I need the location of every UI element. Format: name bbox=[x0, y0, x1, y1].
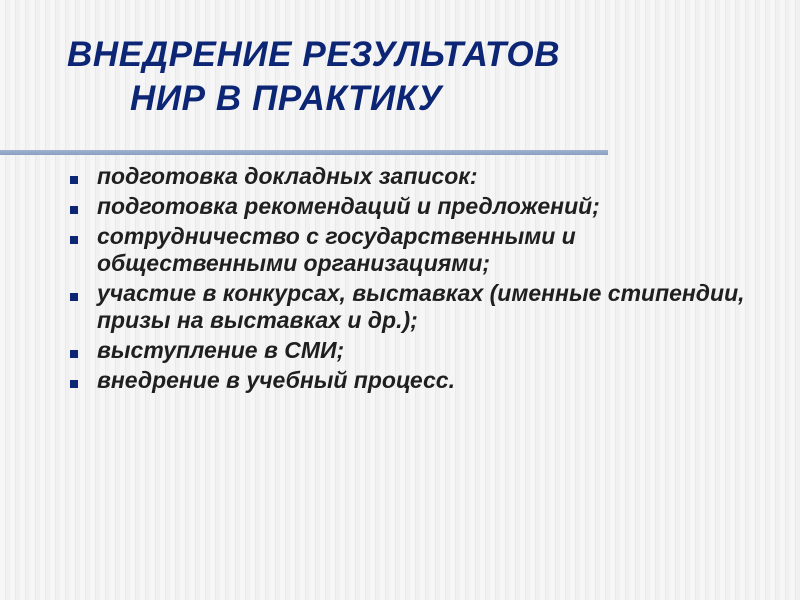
bullet-item bbox=[70, 367, 760, 394]
bullet-item bbox=[70, 193, 760, 220]
square-bullet-icon bbox=[70, 176, 78, 184]
bullet-text: внедрение в учебный процесс. bbox=[97, 367, 455, 393]
bullet-item bbox=[70, 163, 760, 190]
slide-title bbox=[67, 33, 560, 121]
bullet-text: подготовка докладных записок: bbox=[97, 163, 478, 189]
square-bullet-icon bbox=[70, 380, 78, 388]
slide-title-line-2: НИР В ПРАКТИКУ bbox=[130, 79, 443, 118]
bullet-text: участие в конкурсах, выставках (именные стипендии, призы на выставках и др.); bbox=[97, 280, 745, 333]
square-bullet-icon bbox=[70, 206, 78, 214]
bullet-item bbox=[70, 223, 760, 277]
bullet-text: выступление в СМИ; bbox=[97, 337, 345, 363]
title-divider bbox=[0, 150, 608, 155]
bullet-list bbox=[70, 163, 760, 397]
square-bullet-icon bbox=[70, 293, 78, 301]
bullet-item bbox=[70, 280, 760, 334]
bullet-item bbox=[70, 337, 760, 364]
square-bullet-icon bbox=[70, 236, 78, 244]
bullet-text: подготовка рекомендаций и предложений; bbox=[97, 193, 600, 219]
slide-title-line-1: ВНЕДРЕНИЕ РЕЗУЛЬТАТОВ bbox=[67, 35, 561, 74]
square-bullet-icon bbox=[70, 350, 78, 358]
bullet-text: сотрудничество с государственными и общественными организациями; bbox=[97, 223, 576, 276]
